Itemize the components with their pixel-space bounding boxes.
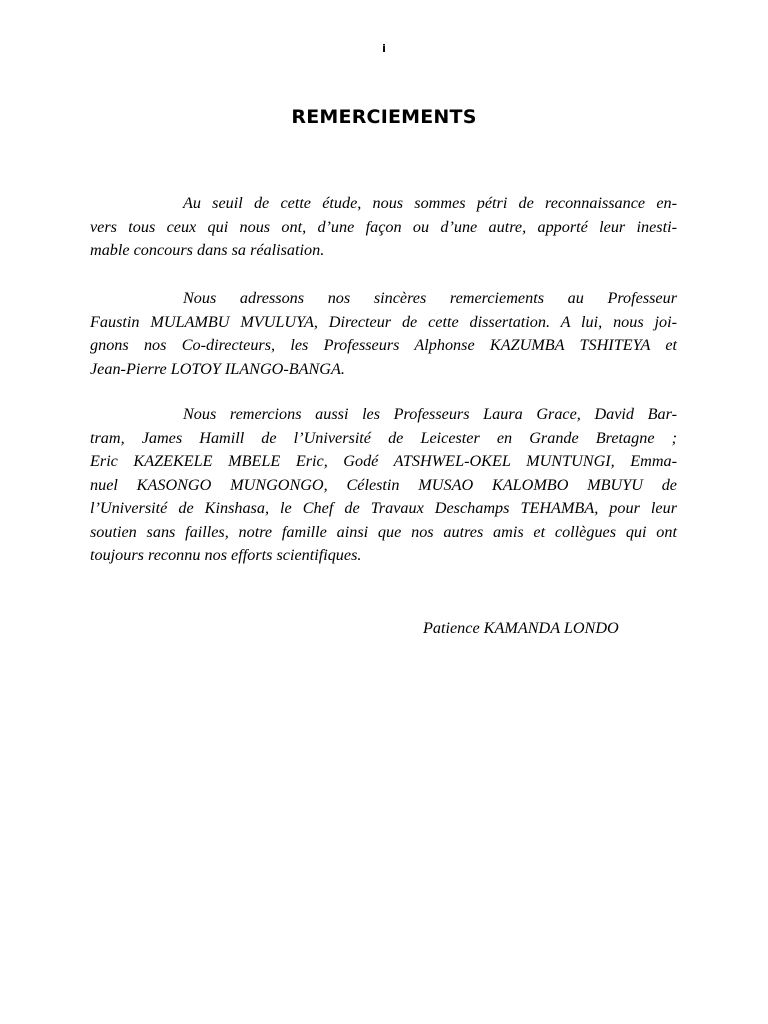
paragraph-introduction	[90, 192, 677, 263]
paragraph-line: l’Université de Kinshasa, le Chef de Travaux Deschamps TEHAMBA, pour leur	[90, 499, 677, 517]
paragraph-line: vers tous ceux qui nous ont, d’une façon ou d’une autre, apporté leur inesti-	[90, 217, 677, 236]
paragraph-line: toujours reconnu nos efforts scientifiques.	[90, 546, 362, 564]
page-title: REMERCIEMENTS	[291, 106, 477, 128]
signature: Patience KAMANDA LONDO	[423, 619, 619, 637]
page-number: i	[382, 42, 386, 55]
paragraph-line: mable concours dans sa réalisation.	[90, 241, 325, 259]
paragraph-professors	[90, 403, 677, 568]
paragraph-directors	[90, 287, 677, 381]
paragraph-line: gnons nos Co-directeurs, les Professeurs Alphonse KAZUMBA TSHITEYA et	[90, 336, 677, 354]
paragraph-line: Nous remercions aussi les Professeurs Laura Grace, David Bar-	[183, 405, 677, 423]
paragraph-line: Nous adressons nos sincères remerciements au Professeur	[183, 289, 677, 307]
paragraph-line: tram, James Hamill de l’Université de Leicester en Grande Bretagne ;	[90, 428, 677, 447]
paragraph-line: Au seuil de cette étude, nous sommes pétri de reconnaissance en-	[183, 194, 677, 212]
paragraph-line: Eric KAZEKELE MBELE Eric, Godé ATSHWEL-OKEL MUNTUNGI, Emma-	[90, 452, 677, 470]
paragraph-line: Jean-Pierre LOTOY ILANGO-BANGA.	[90, 359, 345, 378]
paragraph-line: nuel KASONGO MUNGONGO, Célestin MUSAO KALOMBO MBUYU de	[90, 475, 677, 494]
paragraph-line: Faustin MULAMBU MVULUYA, Directeur de cette dissertation. A lui, nous joi-	[90, 312, 677, 331]
paragraph-line: soutien sans failles, notre famille ainsi que nos autres amis et collègues qui ont	[90, 522, 677, 541]
